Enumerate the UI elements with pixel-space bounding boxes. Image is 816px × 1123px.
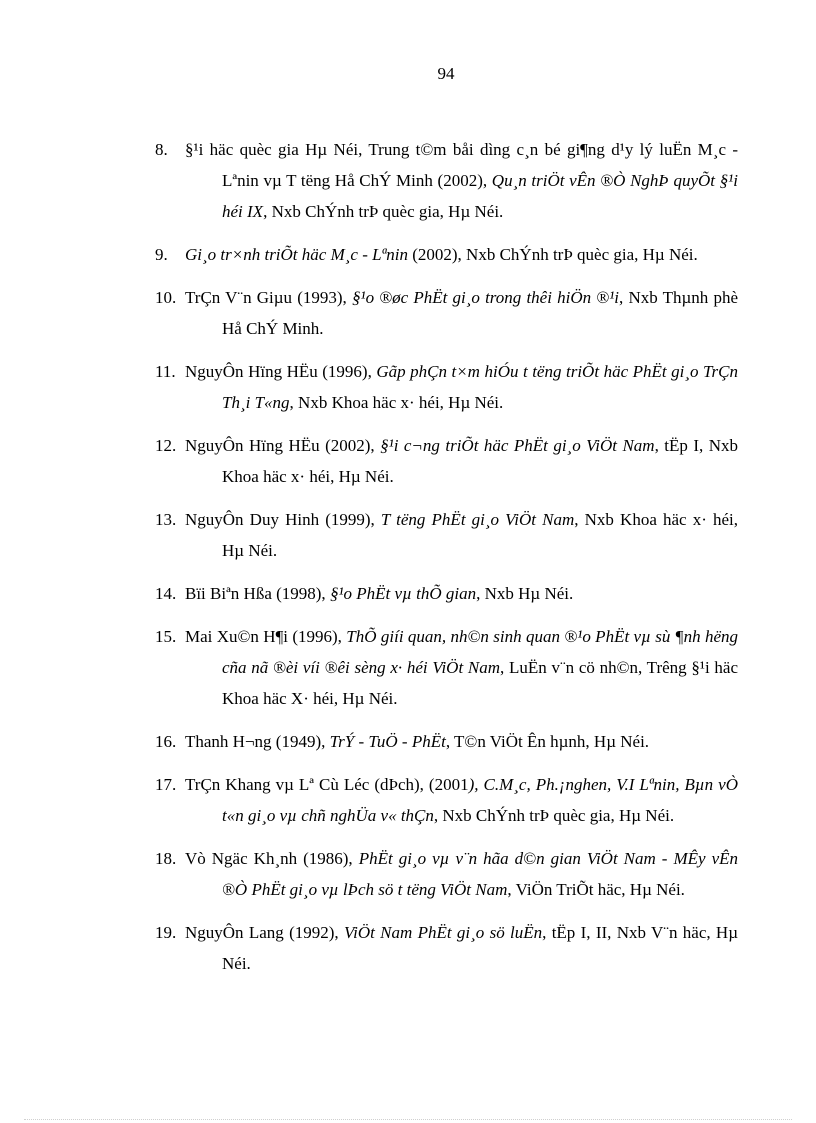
reference-number: 9.	[155, 245, 168, 264]
reference-text	[185, 769, 739, 831]
reference-detail: NguyÔn Hïng HËu (1996),	[185, 362, 377, 381]
reference-detail: , Nxb Khoa häc x· héi, Hµ Néi.	[289, 393, 504, 412]
reference-number: 19.	[155, 923, 177, 942]
reference-number: 15.	[155, 627, 177, 646]
reference-detail: (2002), Nxb ChÝnh trÞ quèc gia, Hµ Néi.	[407, 245, 698, 264]
reference-detail: , ViÖn TriÕt häc, Hµ Néi.	[507, 880, 685, 899]
reference-number: 14.	[155, 584, 177, 603]
reference-detail: , tËp I, Nxb Khoa häc x· héi, Hµ Néi.	[222, 436, 738, 486]
reference-title: §¹o PhËt vµ thÕ gian	[329, 584, 477, 603]
reference-item	[0, 430, 816, 492]
reference-title: Gi¸o tr×nh triÕt häc M¸c - Lªnin	[185, 245, 408, 264]
reference-detail: NguyÔn Duy Hinh (1999),	[185, 510, 381, 529]
reference-title: §¹i c¬ng triÕt häc PhËt gi¸o ViÖt Nam	[380, 436, 655, 455]
reference-detail: , LuËn v¨n cö nh©n, Trêng §¹i häc Khoa häc X· héi, Hµ Néi.	[222, 658, 738, 708]
reference-detail: TrÇn Khang vµ Lª Cù Léc (dÞch), (2001	[185, 775, 469, 794]
reference-item	[0, 134, 816, 227]
reference-title: ThÕ giíi quan, nh©n sinh quan ®¹o PhËt vµ sù ¶nh hëng cña nã ®èi víi ®êi sèng x· héi ViÖt Nam	[222, 627, 738, 677]
reference-item	[0, 917, 816, 979]
reference-text	[185, 282, 738, 344]
reference-detail: Thanh H¬ng (1949),	[185, 732, 330, 751]
reference-number: 8.	[155, 140, 168, 159]
reference-detail: Vò Ngäc Kh¸nh (1986),	[185, 849, 359, 868]
reference-detail: §¹i häc quèc gia Hµ Néi, Trung t©m båi dìng c¸n bé gi¶ng d¹y lý luËn M¸c - Lªnin vµ T tëng Hå ChÝ Minh (2002),	[185, 140, 738, 190]
reference-item	[0, 578, 816, 609]
reference-detail: , Nxb ChÝnh trÞ quèc gia, Hµ Néi.	[263, 202, 504, 221]
reference-title: §¹o ®øc PhËt gi¸o trong thêi hiÖn ®¹i	[351, 288, 620, 307]
reference-detail: , T©n ViÖt Ên hµnh, Hµ Néi.	[445, 732, 650, 751]
reference-item	[0, 239, 816, 270]
reference-text	[185, 430, 738, 492]
reference-text	[185, 356, 738, 418]
reference-title: PhËt gi¸o vµ v¨n hãa d©n gian ViÖt Nam - MÊy vÊn ®Ò PhËt gi¸o vµ lÞch sö t tëng ViÖt Nam	[222, 849, 738, 899]
page-bottom-divider	[24, 1119, 792, 1120]
reference-detail: , Nxb Khoa häc x· héi, Hµ Néi.	[222, 510, 738, 560]
reference-item	[0, 504, 816, 566]
reference-number: 16.	[155, 732, 177, 751]
reference-item	[0, 843, 816, 905]
reference-list	[0, 134, 816, 991]
reference-detail: , tËp I, II, Nxb V¨n häc, Hµ Néi.	[222, 923, 738, 973]
reference-number: 17.	[155, 775, 177, 794]
reference-item	[0, 769, 816, 831]
reference-title: TrÝ - TuÖ - PhËt	[329, 732, 446, 751]
page-number: 94	[437, 64, 455, 83]
reference-number: 18.	[155, 849, 177, 868]
reference-title: Qu¸n triÖt vÊn ®Ò NghÞ quyÕt §¹i héi IX	[222, 171, 738, 221]
reference-text	[185, 504, 738, 566]
reference-detail: Bïi Biªn Hßa (1998),	[185, 584, 330, 603]
reference-text	[185, 134, 738, 227]
reference-item	[0, 621, 816, 714]
reference-detail: NguyÔn Hïng HËu (2002),	[185, 436, 381, 455]
reference-title: T tëng PhËt gi¸o ViÖt Nam	[380, 510, 575, 529]
reference-title: Gãp phÇn t×m hiÓu t tëng triÕt häc PhËt gi¸o TrÇn Th¸i T«ng	[222, 362, 738, 412]
reference-item	[0, 282, 816, 344]
reference-item	[0, 356, 816, 418]
reference-text	[185, 239, 738, 270]
reference-text	[185, 578, 738, 609]
reference-detail: , Nxb Hµ Néi.	[476, 584, 574, 603]
reference-title: ViÖt Nam PhËt gi¸o sö luËn	[344, 923, 543, 942]
reference-detail: NguyÔn Lang (1992),	[185, 923, 344, 942]
reference-number: 13.	[155, 510, 177, 529]
reference-detail: TrÇn V¨n Giµu (1993),	[185, 288, 352, 307]
reference-text	[185, 621, 738, 714]
reference-number: 11.	[155, 362, 176, 381]
reference-number: 12.	[155, 436, 177, 455]
reference-text	[185, 917, 738, 979]
reference-text	[185, 843, 738, 905]
reference-detail: Mai Xu©n H¶i (1996),	[185, 627, 347, 646]
reference-text	[185, 726, 738, 757]
reference-title: ), C.M¸c, Ph.¡nghen, V.I Lªnin, Bµn vÒ t«n gi¸o vµ chñ nghÜa v« thÇn	[222, 775, 739, 825]
reference-number: 10.	[155, 288, 177, 307]
reference-detail: , Nxb Thµnh phè Hå ChÝ Minh.	[222, 288, 738, 338]
reference-detail: , Nxb ChÝnh trÞ quèc gia, Hµ Néi.	[433, 806, 675, 825]
reference-item	[0, 726, 816, 757]
